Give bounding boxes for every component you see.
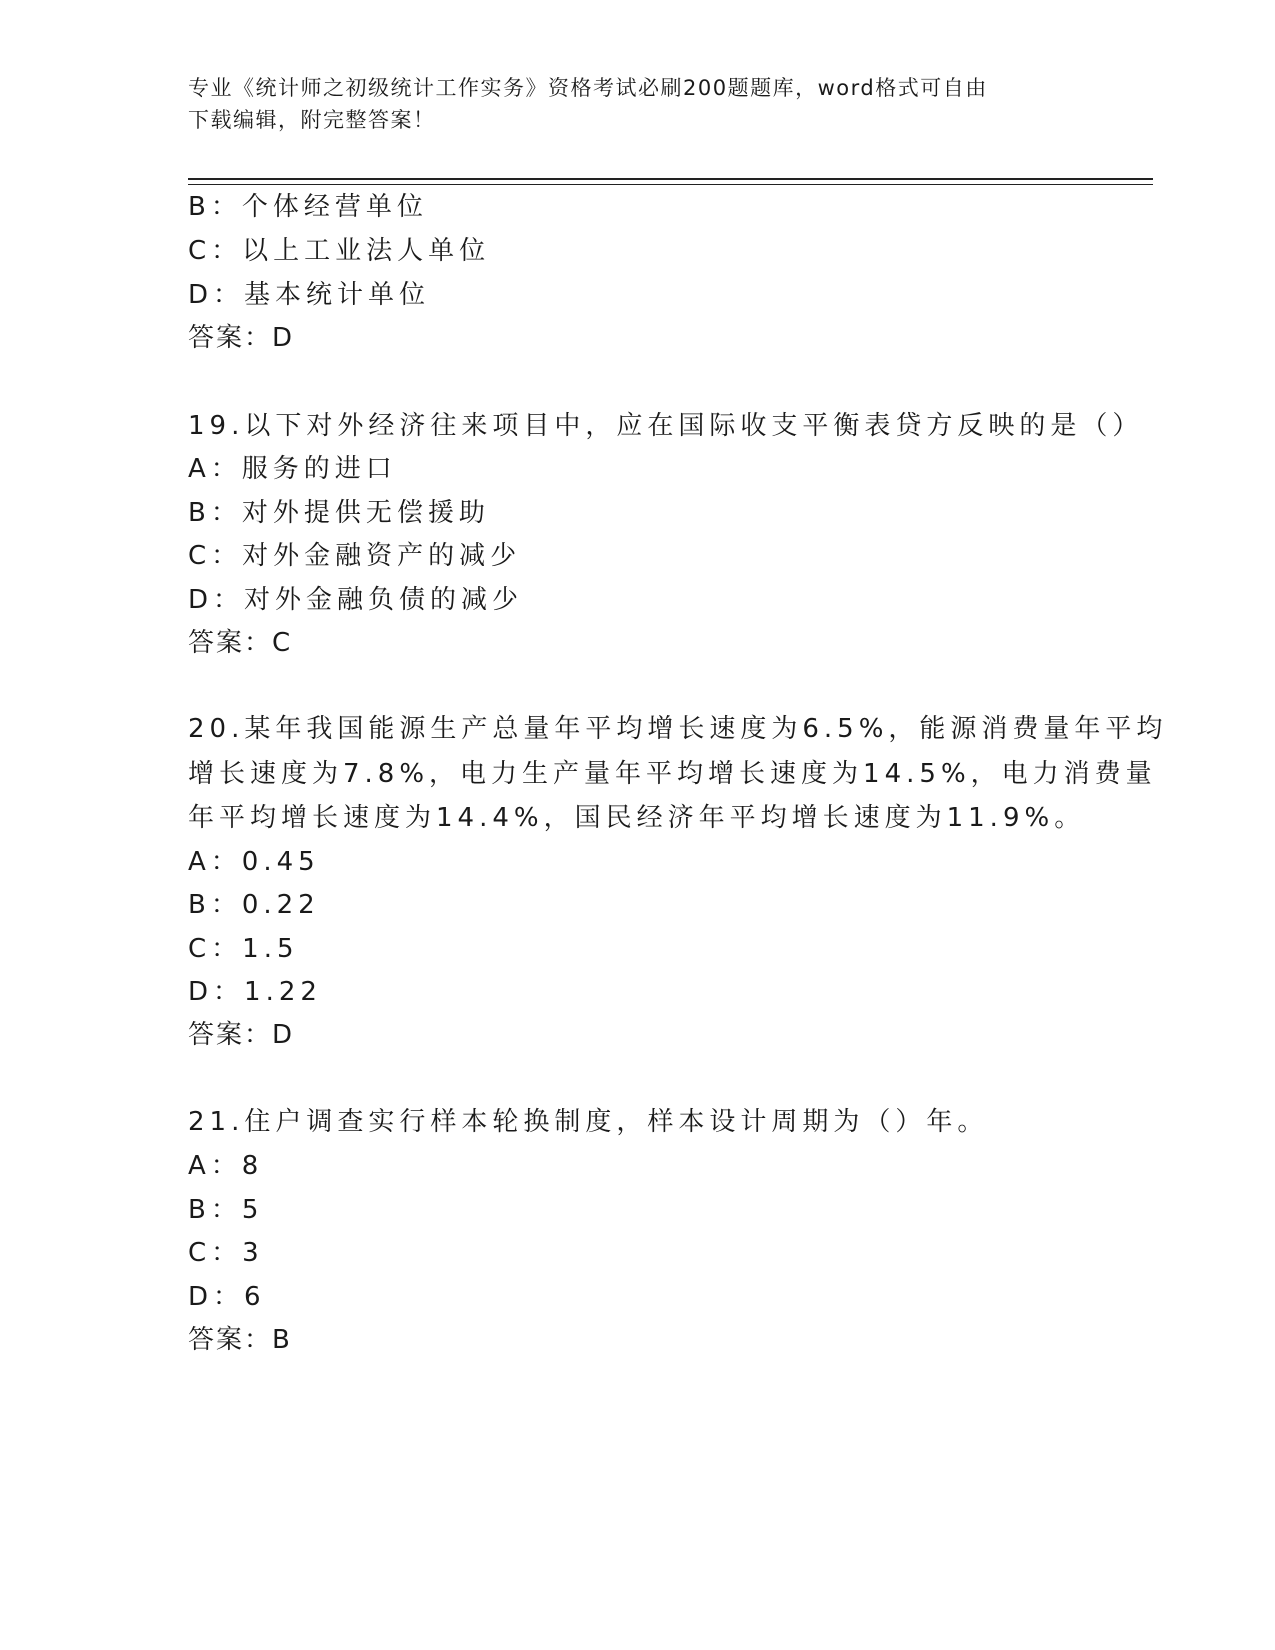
q20-option-a: A：0.45 (188, 847, 320, 877)
q18-option-d: D：基本统计单位 (188, 280, 431, 310)
q19-option-c: C：对外金融资产的减少 (188, 541, 522, 571)
q19-option-a: A：服务的进口 (188, 454, 397, 484)
document-header (188, 72, 1088, 136)
q19-option-b: B：对外提供无偿援助 (188, 498, 490, 528)
header-line-1: 专业《统计师之初级统计工作实务》资格考试必刷200题题库，word格式可自由 (188, 76, 988, 100)
header-line-2: 下载编辑，附完整答案！ (188, 108, 436, 132)
q21-stem: 21.住户调查实行样本轮换制度，样本设计周期为（）年。 (188, 1107, 989, 1137)
q18-option-b: B：个体经营单位 (188, 192, 428, 222)
q20-option-b: B：0.22 (188, 890, 320, 920)
q21-option-b: B：5 (188, 1195, 264, 1225)
q21-option-c: C：3 (188, 1238, 264, 1268)
q18-answer: 答案：D (188, 323, 295, 353)
q19-option-d: D：对外金融负债的减少 (188, 585, 524, 615)
q19-answer: 答案：C (188, 628, 293, 658)
header-divider-top (188, 178, 1153, 180)
q19-stem: 19.以下对外经济往来项目中，应在国际收支平衡表贷方反映的是（） (188, 411, 1144, 441)
q20-option-c: C：1.5 (188, 934, 299, 964)
q20-option-d: D：1.22 (188, 977, 322, 1007)
q20-stem-line-1: 20.某年我国能源生产总量年平均增长速度为6.5%，能源消费量年平均 (188, 714, 1168, 744)
q20-answer: 答案：D (188, 1020, 295, 1050)
q21-answer: 答案：B (188, 1325, 292, 1355)
q20-stem-line-3: 年平均增长速度为14.4%，国民经济年平均增长速度为11.9%。 (188, 803, 1086, 833)
q21-option-d: D：6 (188, 1282, 266, 1312)
q18-option-c: C：以上工业法人单位 (188, 236, 491, 266)
q20-stem-line-2: 增长速度为7.8%，电力生产量年平均增长速度为14.5%，电力消费量 (188, 759, 1157, 789)
q21-option-a: A：8 (188, 1151, 264, 1181)
